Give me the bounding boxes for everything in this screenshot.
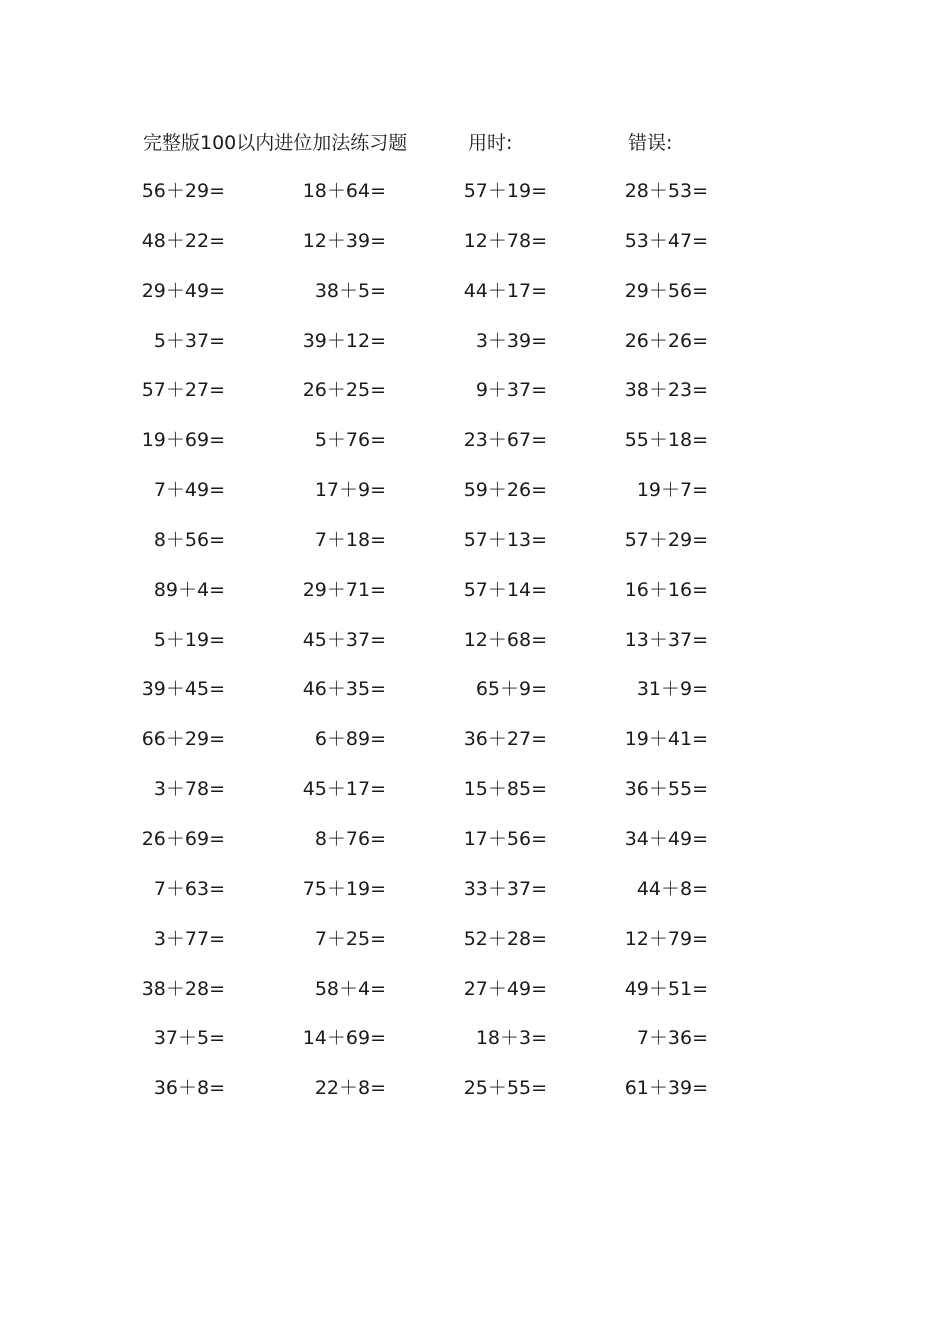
problem-row <box>0 873 950 923</box>
addition-problem: 26＋25= <box>302 379 386 402</box>
addition-problem: 65＋9= <box>475 678 547 701</box>
addition-problem: 49＋51= <box>624 977 708 1000</box>
addition-problem: 18＋64= <box>302 180 386 202</box>
addition-problem: 52＋28= <box>463 927 547 950</box>
problem-grid <box>0 175 950 1122</box>
problem-row <box>0 474 950 524</box>
addition-problem: 53＋47= <box>624 229 708 252</box>
addition-problem: 3＋39= <box>475 329 547 352</box>
addition-problem: 3＋77= <box>153 927 225 950</box>
addition-problem: 37＋5= <box>153 1027 225 1050</box>
addition-problem: 29＋49= <box>141 279 225 302</box>
addition-problem: 39＋45= <box>141 678 225 701</box>
addition-problem: 48＋22= <box>141 229 225 252</box>
addition-problem: 45＋17= <box>302 778 386 801</box>
addition-problem: 34＋49= <box>624 827 708 850</box>
addition-problem: 7＋18= <box>314 528 386 551</box>
addition-problem: 7＋49= <box>153 479 225 502</box>
addition-problem: 12＋78= <box>463 229 547 252</box>
addition-problem: 59＋26= <box>463 479 547 502</box>
addition-problem: 57＋19= <box>463 180 547 202</box>
addition-problem: 19＋69= <box>141 429 225 452</box>
addition-problem: 26＋69= <box>141 827 225 850</box>
addition-problem: 7＋25= <box>314 927 386 950</box>
problem-row <box>0 624 950 674</box>
addition-problem: 7＋36= <box>636 1027 708 1050</box>
addition-problem: 12＋79= <box>624 927 708 950</box>
problem-row <box>0 673 950 723</box>
problem-row <box>0 424 950 474</box>
addition-problem: 9＋37= <box>475 379 547 402</box>
addition-problem: 75＋19= <box>302 877 386 900</box>
addition-problem: 36＋27= <box>463 728 547 751</box>
addition-problem: 8＋76= <box>314 827 386 850</box>
addition-problem: 13＋37= <box>624 628 708 651</box>
addition-problem: 66＋29= <box>141 728 225 751</box>
addition-problem: 28＋53= <box>624 180 708 202</box>
problem-row <box>0 773 950 823</box>
problem-row <box>0 175 950 225</box>
addition-problem: 44＋8= <box>636 877 708 900</box>
problem-row <box>0 723 950 773</box>
addition-problem: 38＋23= <box>624 379 708 402</box>
addition-problem: 57＋27= <box>141 379 225 402</box>
addition-problem: 58＋4= <box>314 977 386 1000</box>
addition-problem: 16＋16= <box>624 578 708 601</box>
addition-problem: 33＋37= <box>463 877 547 900</box>
addition-problem: 5＋19= <box>153 628 225 651</box>
errors-label: 错误: <box>628 132 673 154</box>
addition-problem: 26＋26= <box>624 329 708 352</box>
addition-problem: 36＋8= <box>153 1077 225 1100</box>
addition-problem: 36＋55= <box>624 778 708 801</box>
addition-problem: 89＋4= <box>153 578 225 601</box>
addition-problem: 39＋12= <box>302 329 386 352</box>
addition-problem: 29＋71= <box>302 578 386 601</box>
addition-problem: 7＋63= <box>153 877 225 900</box>
problem-row <box>0 973 950 1023</box>
problem-row <box>0 574 950 624</box>
addition-problem: 8＋56= <box>153 528 225 551</box>
addition-problem: 6＋89= <box>314 728 386 751</box>
addition-problem: 5＋76= <box>314 429 386 452</box>
problem-row <box>0 1072 950 1122</box>
addition-problem: 56＋29= <box>141 180 225 202</box>
problem-row <box>0 225 950 275</box>
addition-problem: 57＋13= <box>463 528 547 551</box>
addition-problem: 57＋14= <box>463 578 547 601</box>
addition-problem: 46＋35= <box>302 678 386 701</box>
addition-problem: 61＋39= <box>624 1077 708 1100</box>
addition-problem: 38＋28= <box>141 977 225 1000</box>
addition-problem: 29＋56= <box>624 279 708 302</box>
addition-problem: 18＋3= <box>475 1027 547 1050</box>
problem-row <box>0 325 950 375</box>
worksheet-header <box>0 128 950 158</box>
problem-row <box>0 823 950 873</box>
addition-problem: 27＋49= <box>463 977 547 1000</box>
addition-problem: 31＋9= <box>636 678 708 701</box>
problem-row <box>0 923 950 973</box>
addition-problem: 15＋85= <box>463 778 547 801</box>
problem-row <box>0 374 950 424</box>
addition-problem: 55＋18= <box>624 429 708 452</box>
worksheet-title: 完整版100以内进位加法练习题 <box>143 132 408 154</box>
addition-problem: 17＋56= <box>463 827 547 850</box>
problem-row <box>0 524 950 574</box>
addition-problem: 12＋68= <box>463 628 547 651</box>
addition-problem: 44＋17= <box>463 279 547 302</box>
addition-problem: 22＋8= <box>314 1077 386 1100</box>
addition-problem: 14＋69= <box>302 1027 386 1050</box>
addition-problem: 19＋41= <box>624 728 708 751</box>
problem-row <box>0 1022 950 1072</box>
addition-problem: 19＋7= <box>636 479 708 502</box>
addition-problem: 3＋78= <box>153 778 225 801</box>
addition-problem: 5＋37= <box>153 329 225 352</box>
addition-problem: 17＋9= <box>314 479 386 502</box>
addition-problem: 12＋39= <box>302 229 386 252</box>
addition-problem: 38＋5= <box>314 279 386 302</box>
problem-row <box>0 275 950 325</box>
time-used-label: 用时: <box>468 132 513 154</box>
addition-problem: 23＋67= <box>463 429 547 452</box>
addition-problem: 25＋55= <box>463 1077 547 1100</box>
addition-problem: 57＋29= <box>624 528 708 551</box>
addition-problem: 45＋37= <box>302 628 386 651</box>
